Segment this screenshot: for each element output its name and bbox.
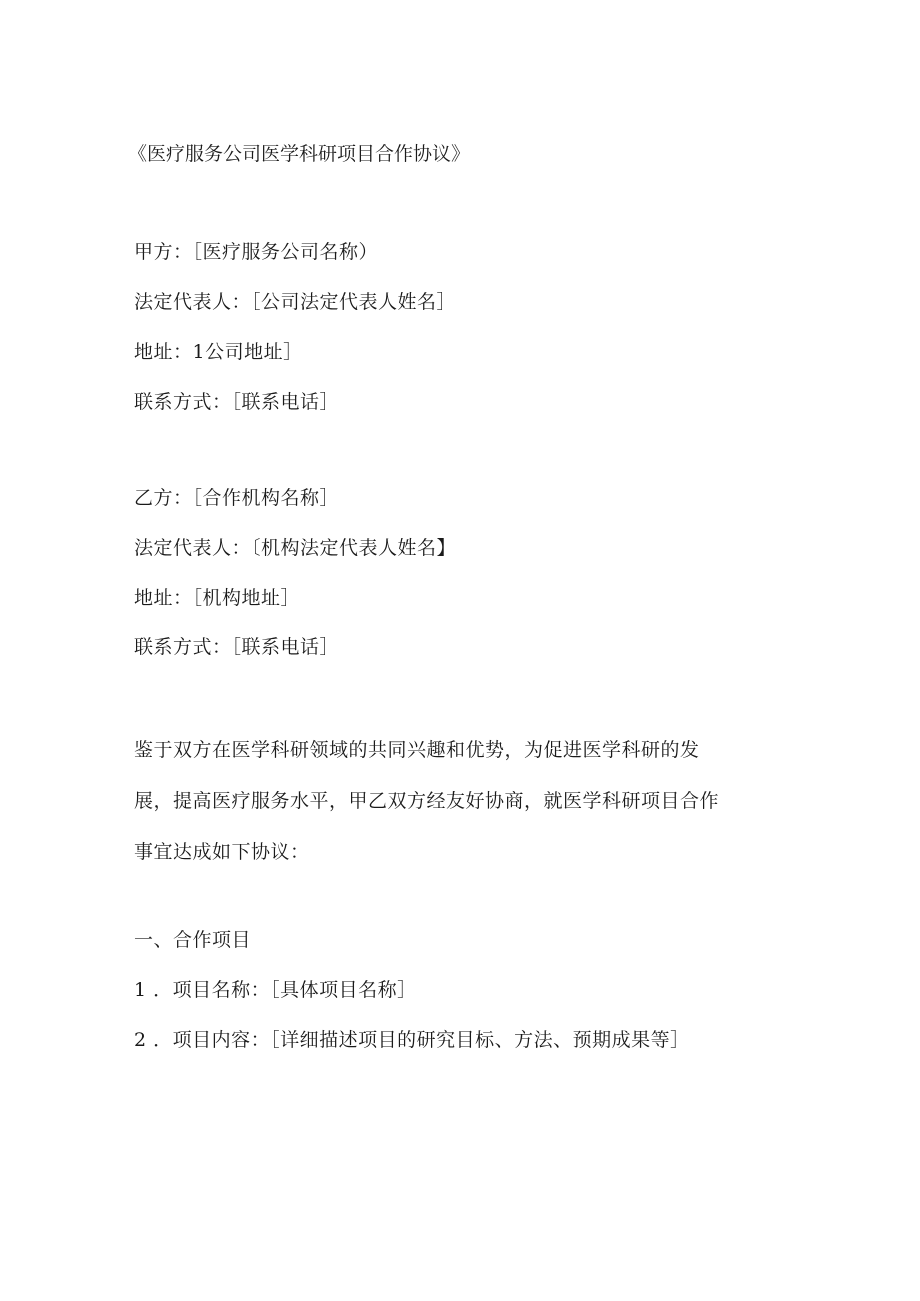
preamble-line: 事宜达成如下协议： [134, 841, 310, 863]
party-a-name: 甲方：［医疗服务公司名称） [134, 241, 379, 263]
party-b-name: 乙方：［合作机构名称］ [134, 487, 340, 509]
section-heading-cooperation-project: 一、合作项目 [134, 929, 252, 951]
party-b-representative: 法定代表人：〔机构法定代表人姓名】 [134, 537, 457, 559]
item-project-content: 2 ．项目内容：［详细描述项目的研究目标、方法、预期成果等］ [134, 1029, 690, 1051]
document-title: 《医疗服务公司医学科研项目合作协议》 [128, 143, 471, 165]
preamble-line: 鉴于双方在医学科研领域的共同兴趣和优势，为促进医学科研的发 [134, 739, 700, 761]
party-a-address: 地址：1公司地址］ [134, 341, 303, 363]
party-b-address: 地址：［机构地址］ [134, 587, 301, 609]
party-a-contact: 联系方式：［联系电话］ [134, 391, 340, 413]
item-project-name: 1 ．项目名称：［具体项目名称］ [134, 979, 417, 1001]
party-a-representative: 法定代表人：［公司法定代表人姓名］ [134, 291, 457, 313]
party-b-contact: 联系方式：［联系电话］ [134, 636, 340, 658]
preamble-line: 展，提高医疗服务水平，甲乙双方经友好协商，就医学科研项目合作 [134, 790, 720, 812]
preamble-paragraph [134, 725, 720, 878]
